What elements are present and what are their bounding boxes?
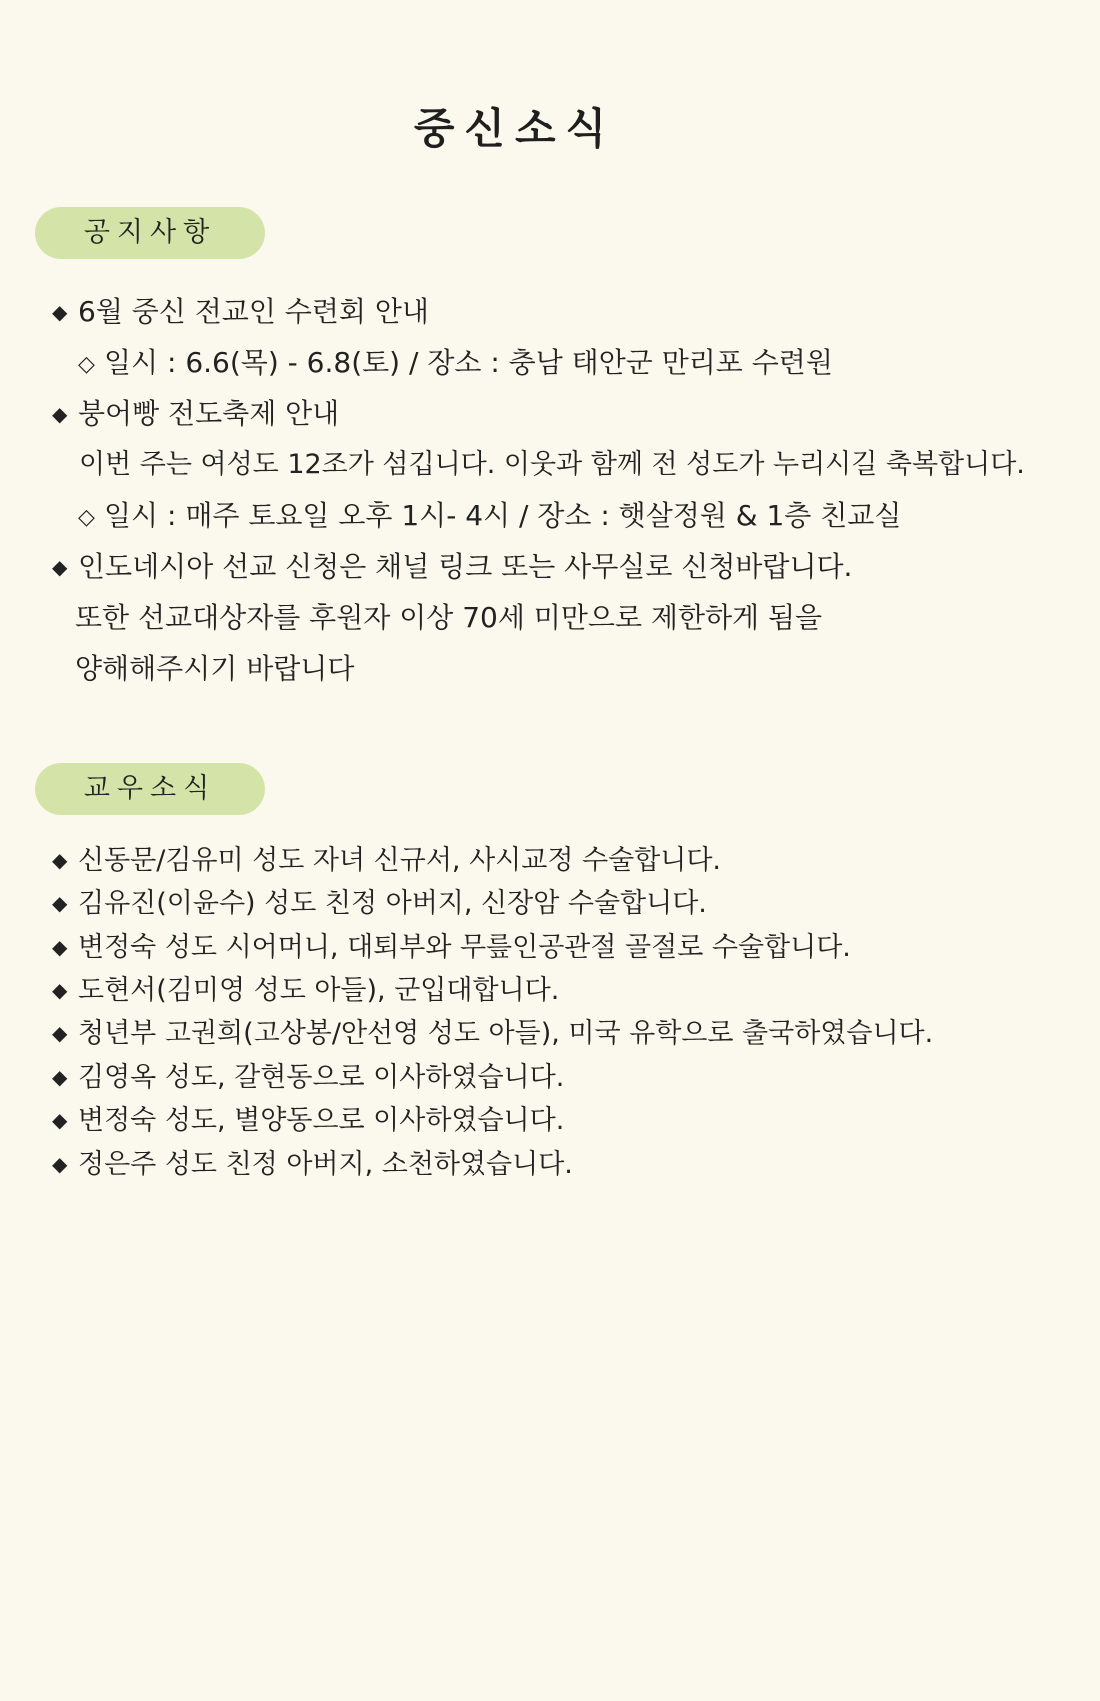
diamond-filled-icon: ◆: [52, 1065, 68, 1089]
news-section-header: 교우소식: [35, 763, 265, 815]
news-item: [52, 843, 721, 878]
news-item-text: 김영옥 성도, 갈현동으로 이사하였습니다.: [78, 1062, 565, 1093]
diamond-filled-icon: ◆: [52, 848, 68, 872]
diamond-outline-icon: ◇: [78, 505, 95, 530]
notice-item-text: 양해해주시기 바랍니다: [75, 652, 355, 685]
news-item-text: 도현서(김미영 성도 아들), 군입대합니다.: [78, 975, 560, 1006]
notice-item: [75, 651, 354, 687]
news-item: [52, 1147, 573, 1182]
notice-item-text: 이번 주는 여성도 12조가 섬깁니다. 이웃과 함께 전 성도가 누리시길 축복합니다.: [79, 449, 1025, 480]
news-item-text: 청년부 고권희(고상봉/안선영 성도 아들), 미국 유학으로 출국하였습니다.: [78, 1018, 934, 1049]
diamond-filled-icon: ◆: [52, 300, 68, 324]
news-item-text: 정은주 성도 친정 아버지, 소천하였습니다.: [78, 1149, 573, 1180]
notice-section-header: 공지사항: [35, 207, 265, 259]
news-item: [52, 973, 559, 1008]
notice-item: [52, 549, 852, 585]
diamond-filled-icon: ◆: [52, 402, 68, 426]
news-item: [52, 1016, 933, 1051]
notice-item-text: 일시 : 6.6(목) - 6.8(토) / 장소 : 충남 태안군 만리포 수련원: [104, 346, 833, 379]
diamond-filled-icon: ◆: [52, 1152, 68, 1176]
news-item-text: 신동문/김유미 성도 자녀 신규서, 사시교정 수술합니다.: [78, 845, 721, 876]
notice-item: [75, 600, 822, 636]
diamond-filled-icon: ◆: [52, 555, 68, 579]
diamond-outline-icon: ◇: [78, 352, 95, 377]
notice-item-text: 인도네시아 선교 신청은 채널 링크 또는 사무실로 신청바랍니다.: [78, 550, 853, 583]
diamond-filled-icon: ◆: [52, 1108, 68, 1132]
page-title: 중신소식: [413, 104, 617, 153]
notice-item: [78, 498, 901, 536]
diamond-filled-icon: ◆: [52, 978, 68, 1002]
notice-item-text: 또한 선교대상자를 후원자 이상 70세 미만으로 제한하게 됨을: [75, 601, 823, 634]
news-item-text: 김유진(이윤수) 성도 친정 아버지, 신장암 수술합니다.: [78, 888, 707, 919]
news-item-text: 변정숙 성도 시어머니, 대퇴부와 무릎인공관절 골절로 수술합니다.: [78, 932, 851, 963]
diamond-filled-icon: ◆: [52, 1021, 68, 1045]
notice-item-text: 일시 : 매주 토요일 오후 1시- 4시 / 장소 : 햇살정원 & 1층 친교실: [104, 499, 902, 532]
notice-item: [52, 294, 429, 330]
notice-item: [52, 396, 339, 432]
news-item: [52, 886, 707, 921]
diamond-filled-icon: ◆: [52, 935, 68, 959]
diamond-filled-icon: ◆: [52, 891, 68, 915]
news-item: [52, 1060, 564, 1095]
notice-item: [79, 447, 1025, 483]
news-item: [52, 930, 851, 965]
news-item-text: 변정숙 성도, 별양동으로 이사하였습니다.: [78, 1105, 565, 1136]
notice-item: [78, 345, 833, 383]
notice-item-text: 6월 중신 전교인 수련회 안내: [78, 295, 429, 328]
news-item: [52, 1103, 564, 1138]
notice-item-text: 붕어빵 전도축제 안내: [78, 397, 340, 430]
